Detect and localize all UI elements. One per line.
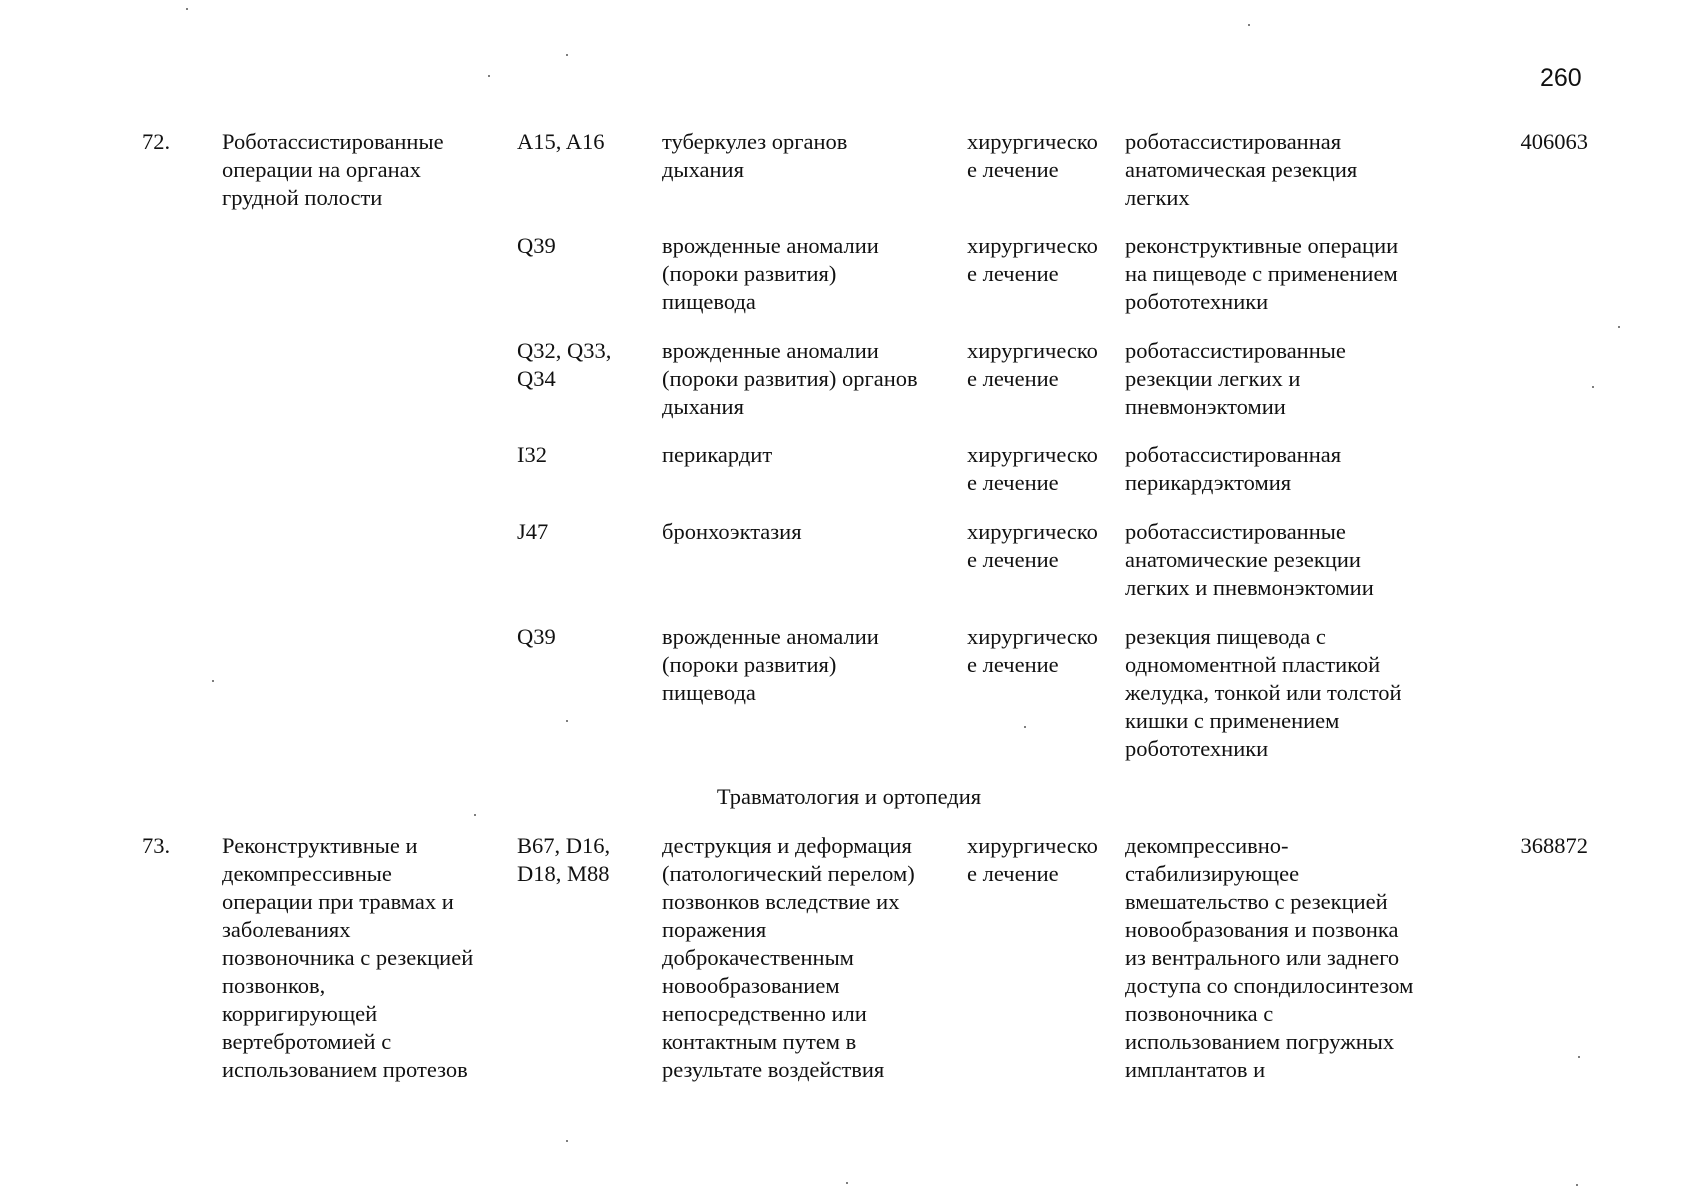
icd-code: Q39	[517, 233, 556, 258]
icd-code: J47	[517, 519, 549, 544]
icd-code: Q32, Q33, Q34	[517, 338, 612, 391]
scan-speck	[1592, 386, 1594, 388]
standard-cost: 368872	[1520, 833, 1588, 858]
procedure-name: Реконструктивные и декомпрессивные операции при травмах и заболеваниях позвоночника с резекцией позвонков, корригирующей вертебротомией с использованием протезов	[222, 833, 474, 1082]
scan-speck	[488, 75, 490, 77]
icd-code: Q39	[517, 624, 556, 649]
diagnosis: перикардит	[662, 442, 773, 467]
section-heading: Травматология и ортопедия	[716, 784, 982, 809]
treatment-type: хирургическо е лечение	[967, 442, 1098, 495]
treatment-method: резекция пищевода с одномоментной пластикой желудка, тонкой или толстой кишки с применением робототехники	[1125, 624, 1402, 761]
treatment-type: хирургическо е лечение	[967, 233, 1098, 286]
diagnosis: туберкулез органов дыхания	[662, 129, 848, 182]
diagnosis: врожденные аномалии (пороки развития) пищевода	[662, 233, 879, 314]
scan-speck	[846, 1182, 848, 1184]
treatment-method: роботассистированные резекции легких и пневмонэктомии	[1125, 338, 1346, 419]
treatment-method: реконструктивные операции на пищеводе с применением робототехники	[1125, 233, 1399, 314]
treatment-type: хирургическо е лечение	[967, 338, 1098, 391]
icd-code: A15, A16	[517, 129, 605, 154]
procedure-name: Роботассистированные операции на органах грудной полости	[222, 129, 444, 210]
page-number: 260	[1540, 64, 1582, 92]
diagnosis: деструкция и деформация (патологический перелом) позвонков вследствие их поражения доброкачественным новообразованием непосредственно или контактным путем в результате воздействия	[662, 833, 915, 1082]
scan-speck	[1024, 726, 1026, 728]
diagnosis: бронхоэктазия	[662, 519, 802, 544]
scan-speck	[566, 720, 568, 722]
treatment-method: роботассистированная анатомическая резекция легких	[1125, 129, 1358, 210]
diagnosis: врожденные аномалии (пороки развития) органов дыхания	[662, 338, 918, 419]
treatment-method: роботассистированная перикардэктомия	[1125, 442, 1342, 495]
treatment-type: хирургическо е лечение	[967, 519, 1098, 572]
scan-speck	[566, 1140, 568, 1142]
treatment-type: хирургическо е лечение	[967, 129, 1098, 182]
treatment-method: роботассистированные анатомические резекции легких и пневмонэктомии	[1125, 519, 1374, 600]
scan-speck	[186, 8, 188, 10]
scan-speck	[1248, 24, 1250, 26]
standard-cost: 406063	[1520, 129, 1588, 154]
icd-code: B67, D16, D18, M88	[517, 833, 611, 886]
icd-code: I32	[517, 442, 547, 467]
scan-speck	[566, 54, 568, 56]
scan-speck	[1576, 1184, 1578, 1186]
scan-speck	[1618, 326, 1620, 328]
scan-speck	[212, 680, 214, 682]
treatment-type: хирургическо е лечение	[967, 624, 1098, 677]
scan-speck	[1578, 1056, 1580, 1058]
scan-speck	[474, 814, 476, 816]
diagnosis: врожденные аномалии (пороки развития) пищевода	[662, 624, 879, 705]
row-number: 72.	[142, 129, 171, 154]
row-number: 73.	[142, 833, 171, 858]
treatment-type: хирургическо е лечение	[967, 833, 1098, 886]
treatment-method: декомпрессивно- стабилизирующее вмешательство с резекцией новообразования и позвонка из вентрального или заднего доступа со спондилосинтезом позвоночника с использованием погружных имплантатов и	[1125, 833, 1414, 1082]
